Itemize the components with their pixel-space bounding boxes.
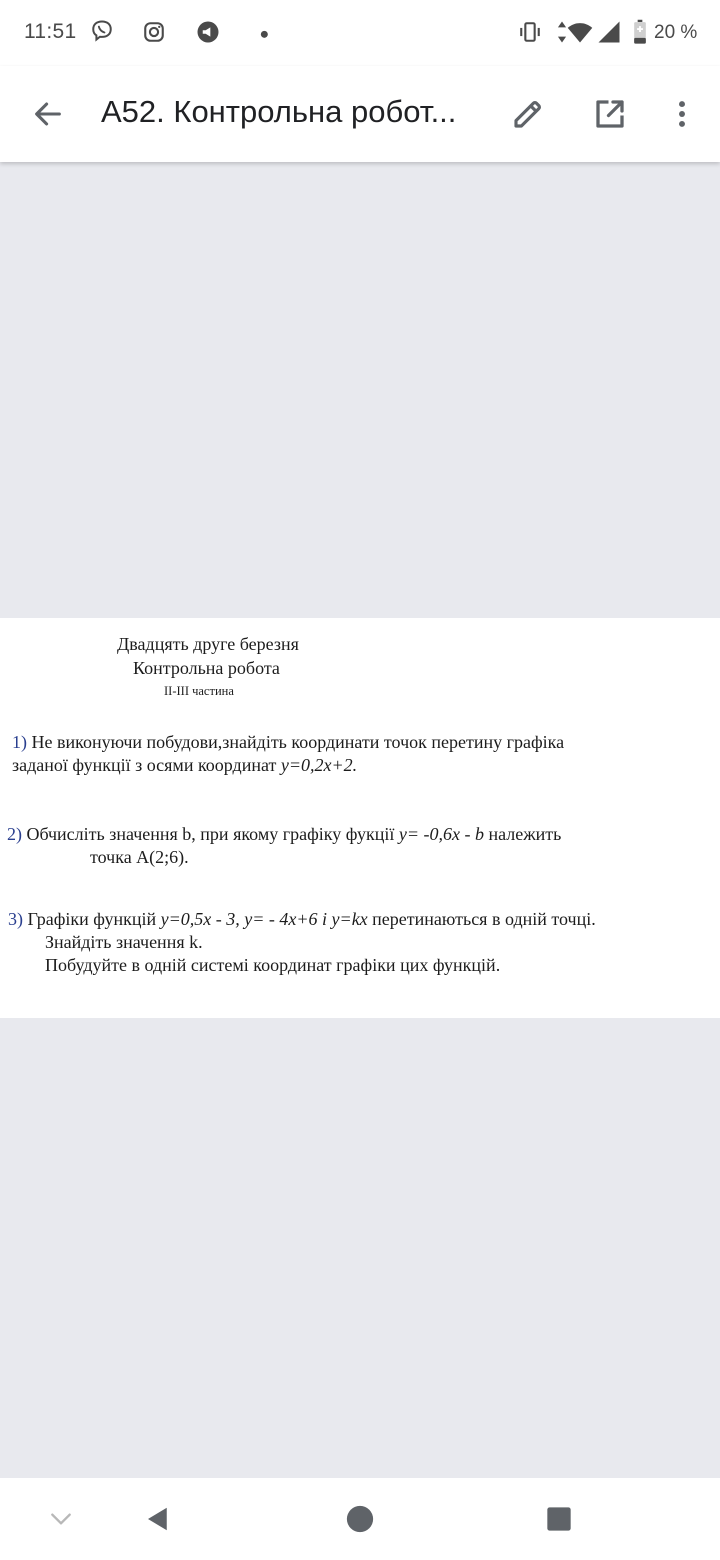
task-2-formula: y= -0,6x - b <box>398 824 484 844</box>
task-3-text-tail: перетинаються в одній точці. <box>367 909 596 929</box>
battery-percentage: 20 % <box>654 22 698 43</box>
task-3-line-3: Побудуйте в одній системі координат графіки цих функцій. <box>45 955 501 975</box>
task-3-number: 3) <box>8 909 23 929</box>
task-2-text: Обчисліть значення b, при якому графіку фукції <box>22 824 399 844</box>
task-3-line-2: Знайдіть значення k. <box>45 932 203 952</box>
task-1-line-1 <box>12 732 564 753</box>
task-1-formula: y=0,2x+2. <box>280 755 358 775</box>
task-3-formulas: y=0,5x - 3, y= - 4x+6 і y=kx <box>160 909 368 929</box>
back-button[interactable] <box>24 90 72 138</box>
wifi-icon <box>566 18 594 46</box>
task-2-number: 2) <box>7 824 22 844</box>
edit-pencil-icon <box>510 96 546 132</box>
viber-icon <box>88 18 116 46</box>
page-title-heading: Контрольна робота <box>133 658 280 678</box>
instagram-icon <box>140 18 168 46</box>
nav-recents-button[interactable] <box>535 1495 583 1543</box>
hide-keyboard-button[interactable] <box>37 1495 85 1543</box>
home-circle-icon <box>345 1504 375 1534</box>
dot-icon <box>248 18 276 46</box>
battery-icon <box>626 18 654 46</box>
more-vert-icon <box>665 97 699 131</box>
document-page[interactable] <box>0 618 720 1018</box>
notification-icon <box>194 18 222 46</box>
task-1-text-2: заданої функції з осями координат <box>12 755 281 775</box>
app-bar <box>0 66 720 162</box>
system-nav-bar <box>0 1478 720 1560</box>
task-2-line-2: точка А(2;6). <box>90 847 189 867</box>
open-external-button[interactable] <box>586 90 634 138</box>
task-2-text-tail: належить <box>483 824 562 844</box>
open-external-icon <box>592 96 628 132</box>
task-1-text: Не виконуючи побудови,знайдіть координати точок перетину графіка <box>27 732 565 752</box>
edit-button[interactable] <box>504 90 552 138</box>
recents-square-icon <box>545 1505 573 1533</box>
document-viewer[interactable] <box>0 162 720 1478</box>
task-1-line-2 <box>12 755 357 776</box>
status-bar <box>0 0 720 66</box>
task-1-number: 1) <box>12 732 27 752</box>
task-3-line-1 <box>8 909 596 930</box>
page-date-heading: Двадцять друге березня <box>117 634 299 654</box>
status-time: 11:51 <box>24 20 77 43</box>
vibrate-icon <box>516 18 544 46</box>
task-3-text: Графіки функцій <box>23 909 161 929</box>
hide-keyboard-chevron-icon <box>48 1506 74 1532</box>
task-2-line-1 <box>7 824 561 845</box>
document-title: A52. Контрольна робот... <box>101 94 457 129</box>
signal-icon <box>595 18 623 46</box>
nav-home-button[interactable] <box>336 1495 384 1543</box>
back-triangle-icon <box>143 1504 173 1534</box>
page-subtitle: II-III частина <box>164 684 234 698</box>
back-arrow-icon <box>31 97 65 131</box>
nav-back-button[interactable] <box>134 1495 182 1543</box>
more-options-button[interactable] <box>658 90 706 138</box>
